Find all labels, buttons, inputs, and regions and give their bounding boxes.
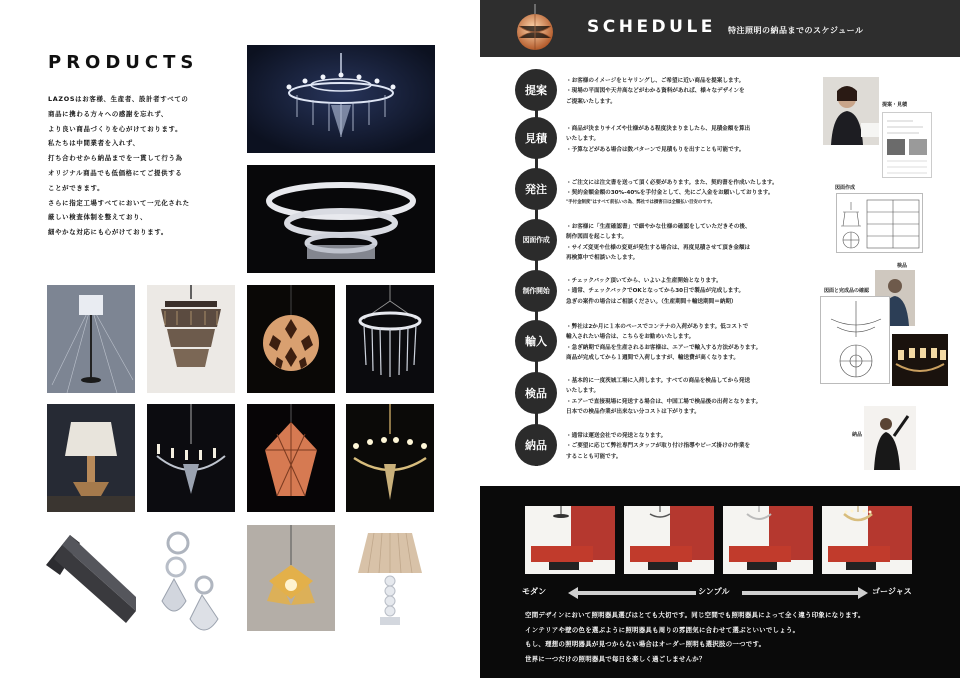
step-line: ・お客様のイメージをヒヤリングし、ご希望に近い商品を提案します。 (566, 78, 745, 84)
step-line: 輸入されたい場合は、こちらをお勧めいたします。 (566, 334, 695, 341)
step-line: ・基本的に一度茨城工場に入荷します。すべての商品を検品してから発送 (566, 378, 751, 384)
wood-geometric-pendant-photo (247, 404, 335, 512)
arrow-left-icon (568, 587, 696, 599)
step-import-text (566, 322, 811, 364)
pendant-lamp-icon (512, 4, 558, 54)
step-line: 再検算中で相談いたします。 (566, 255, 639, 262)
step-line: ・チェックバック頂いてから、いよいよ生産開始となります。 (566, 278, 722, 284)
arrow-right-icon (742, 587, 868, 599)
drawing-and-sample-label: 図面と完成品の確認 (824, 288, 870, 294)
step-delivery-text (566, 431, 811, 462)
intro-line: 厳しい検査体制を整えており、 (48, 213, 148, 222)
table-lamp-photo (47, 404, 135, 512)
step-estimate-text (566, 124, 811, 155)
intro-line: 商品に携わる方々への感謝を忘れず、 (48, 109, 169, 118)
black-crystal-prism-photo (40, 525, 140, 645)
step-line: ・お客様に「生産確認書」で細やかな仕様の確認をしていただきその後、 (566, 224, 751, 230)
step-proposal-text (566, 76, 811, 107)
crystal-ring-chandelier-photo (247, 165, 435, 273)
room-photo-modern-simple (624, 506, 714, 574)
schedule-subtitle: 特注照明の納品までのスケジュール (728, 26, 864, 35)
step-line: ・予算などがある場合は数パターンで見積もりを出すことも可能です。 (566, 146, 745, 153)
delivery-photo (864, 406, 916, 470)
consultation-photo (823, 77, 879, 145)
schedule-page (480, 0, 960, 678)
step-line: ・通常、チェックバックでOKとなってから30日で製品が完成します。 (566, 288, 745, 295)
crystal-ring-pendant-photo (346, 285, 434, 393)
step-line: ・ご注文には注文書を送って頂く必要があります。また、契約書を作成いたします。 (566, 180, 778, 186)
drawing-label: 図面作成 (835, 185, 856, 191)
step-estimate-badge: 見積 (515, 117, 557, 159)
gold-leaf-pendant-photo (247, 525, 335, 631)
products-intro (48, 92, 238, 240)
intro-line: オリジナル商品でも低価格にてご提供する (48, 168, 183, 177)
crystal-chandelier-photo (247, 45, 435, 153)
message-line: 世界に一つだけの照明器具で毎日を楽しく過ごしませんか？ (525, 654, 706, 663)
intro-line: さらに指定工場すべてにおいて一元化された (48, 198, 190, 207)
step-production-text (566, 276, 811, 307)
chandelier-blueprint-image (820, 296, 890, 384)
step-line: ・現場の平面図や天井高などがわかる資料があれば、様々なデザインを (566, 88, 745, 95)
floor-lamp-photo (47, 285, 135, 393)
technical-drawing-image (836, 193, 923, 253)
step-drawing-text (566, 222, 811, 264)
step-production-badge: 制作開始 (515, 270, 557, 312)
crystal-drop-parts-photo (152, 525, 232, 645)
pleated-shade-lamp-photo (346, 525, 434, 631)
delivery-label: 納品 (852, 432, 863, 438)
intro-line: 私たちは中間業者を入れず、 (48, 139, 140, 148)
style-label-modern: モダン (522, 587, 547, 596)
step-note: "手付金制度"はすべて前払いの為、弊社では損害日は全額払い目安のです。 (566, 199, 716, 205)
step-inspection-badge: 検品 (515, 372, 557, 414)
step-order-text (566, 178, 811, 207)
step-line: ・エアーで直接現場に発送する場合は、中国工場で検品後の出荷となります。 (566, 398, 762, 405)
gold-chandelier-photo (346, 404, 434, 512)
finished-chandelier-photo (892, 334, 948, 386)
message-line: もし、理想の照明器具が見つからない場合はオーダー照明も選択肢の一つです。 (525, 640, 766, 649)
room-photo-gorgeous (822, 506, 912, 574)
wood-sphere-pendant-photo (247, 285, 335, 393)
style-comparison-section (480, 486, 960, 678)
step-line: いたします。 (566, 388, 600, 395)
step-line: ・商品が決まりサイズや仕様がある程度決まりましたら、見積金額を算出 (566, 126, 751, 132)
step-line: ご提案いたします。 (566, 98, 616, 105)
message-line: インテリアや壁の色を選ぶように照明器具も周りの雰囲気に合わせて選ぶといいでしょう。 (525, 625, 800, 634)
step-line: 商品が完成してから１週間で入荷しますが、輸送費が高くなります。 (566, 355, 739, 362)
step-line: することも可能です。 (566, 453, 622, 460)
step-line: 制作図面を起こします。 (566, 234, 628, 241)
step-drawing-badge: 図面作成 (515, 219, 557, 261)
products-title: PRODUCTS (48, 52, 199, 73)
message-line: 空間デザインにおいて照明器具選びはとても大切です。同じ空間でも照明器具によって全く違う印象になります。 (525, 611, 865, 619)
step-line: 日本での検品作業が出来ない分コストは下がります。 (566, 409, 700, 416)
intro-line: ことができます。 (48, 183, 105, 192)
step-delivery-badge: 納品 (515, 424, 557, 466)
proposal-estimate-label: 提案・見積 (882, 102, 908, 108)
step-line: いたします。 (566, 136, 600, 143)
schedule-header (480, 0, 960, 57)
intro-line: LAZOSはお客様、生産者、設計者すべての (48, 95, 189, 103)
step-line: ・通常は運送会社での発送となります。 (566, 433, 667, 439)
step-line: ・サイズ変更や仕様の変更が発生する場合は、再度見積させて頂き金額は (566, 244, 751, 251)
room-photo-modern (525, 506, 615, 574)
schedule-title: SCHEDULE (587, 17, 716, 37)
step-inspection-text (566, 376, 811, 418)
intro-line: 打ち合わせから納品までを一貫して行う為 (48, 154, 183, 163)
intro-line: 細やかな対応にも心がけております。 (48, 228, 169, 237)
step-line: 急ぎの案件の場合はご相談ください。（生産期間＋輸送期間＝納期） (566, 298, 737, 305)
step-proposal-badge: 提案 (515, 69, 557, 111)
intro-line: より良い商品づくりを心がけております。 (48, 124, 183, 133)
arm-chandelier-photo (147, 404, 235, 512)
style-label-gorgeous: ゴージャス (872, 587, 912, 596)
step-order-badge: 発注 (515, 168, 557, 210)
step-line: ・弊社は2か月に１本のペースでコンテナの入荷があります。低コストで (566, 324, 749, 330)
estimate-document-photo (882, 112, 932, 178)
step-line: ・ご要望に応じて弊社専門スタッフが取り付け指導やビーズ掛けの作業を (566, 443, 751, 450)
room-photo-simple-gorgeous (723, 506, 813, 574)
step-line: ・急ぎ納期で商品を生産されるお客様は、エアーで輸入する方法があります。 (566, 344, 762, 351)
step-import-badge: 輸入 (515, 320, 557, 362)
tiered-chandelier-photo (147, 285, 235, 393)
inspection-label: 検品 (897, 263, 908, 269)
style-label-simple: シンプル (698, 587, 730, 596)
step-line: ・契約金額金額の30%-40%を手付金として、先にご入金をお願いしております。 (566, 190, 774, 197)
lighting-message (525, 608, 945, 666)
